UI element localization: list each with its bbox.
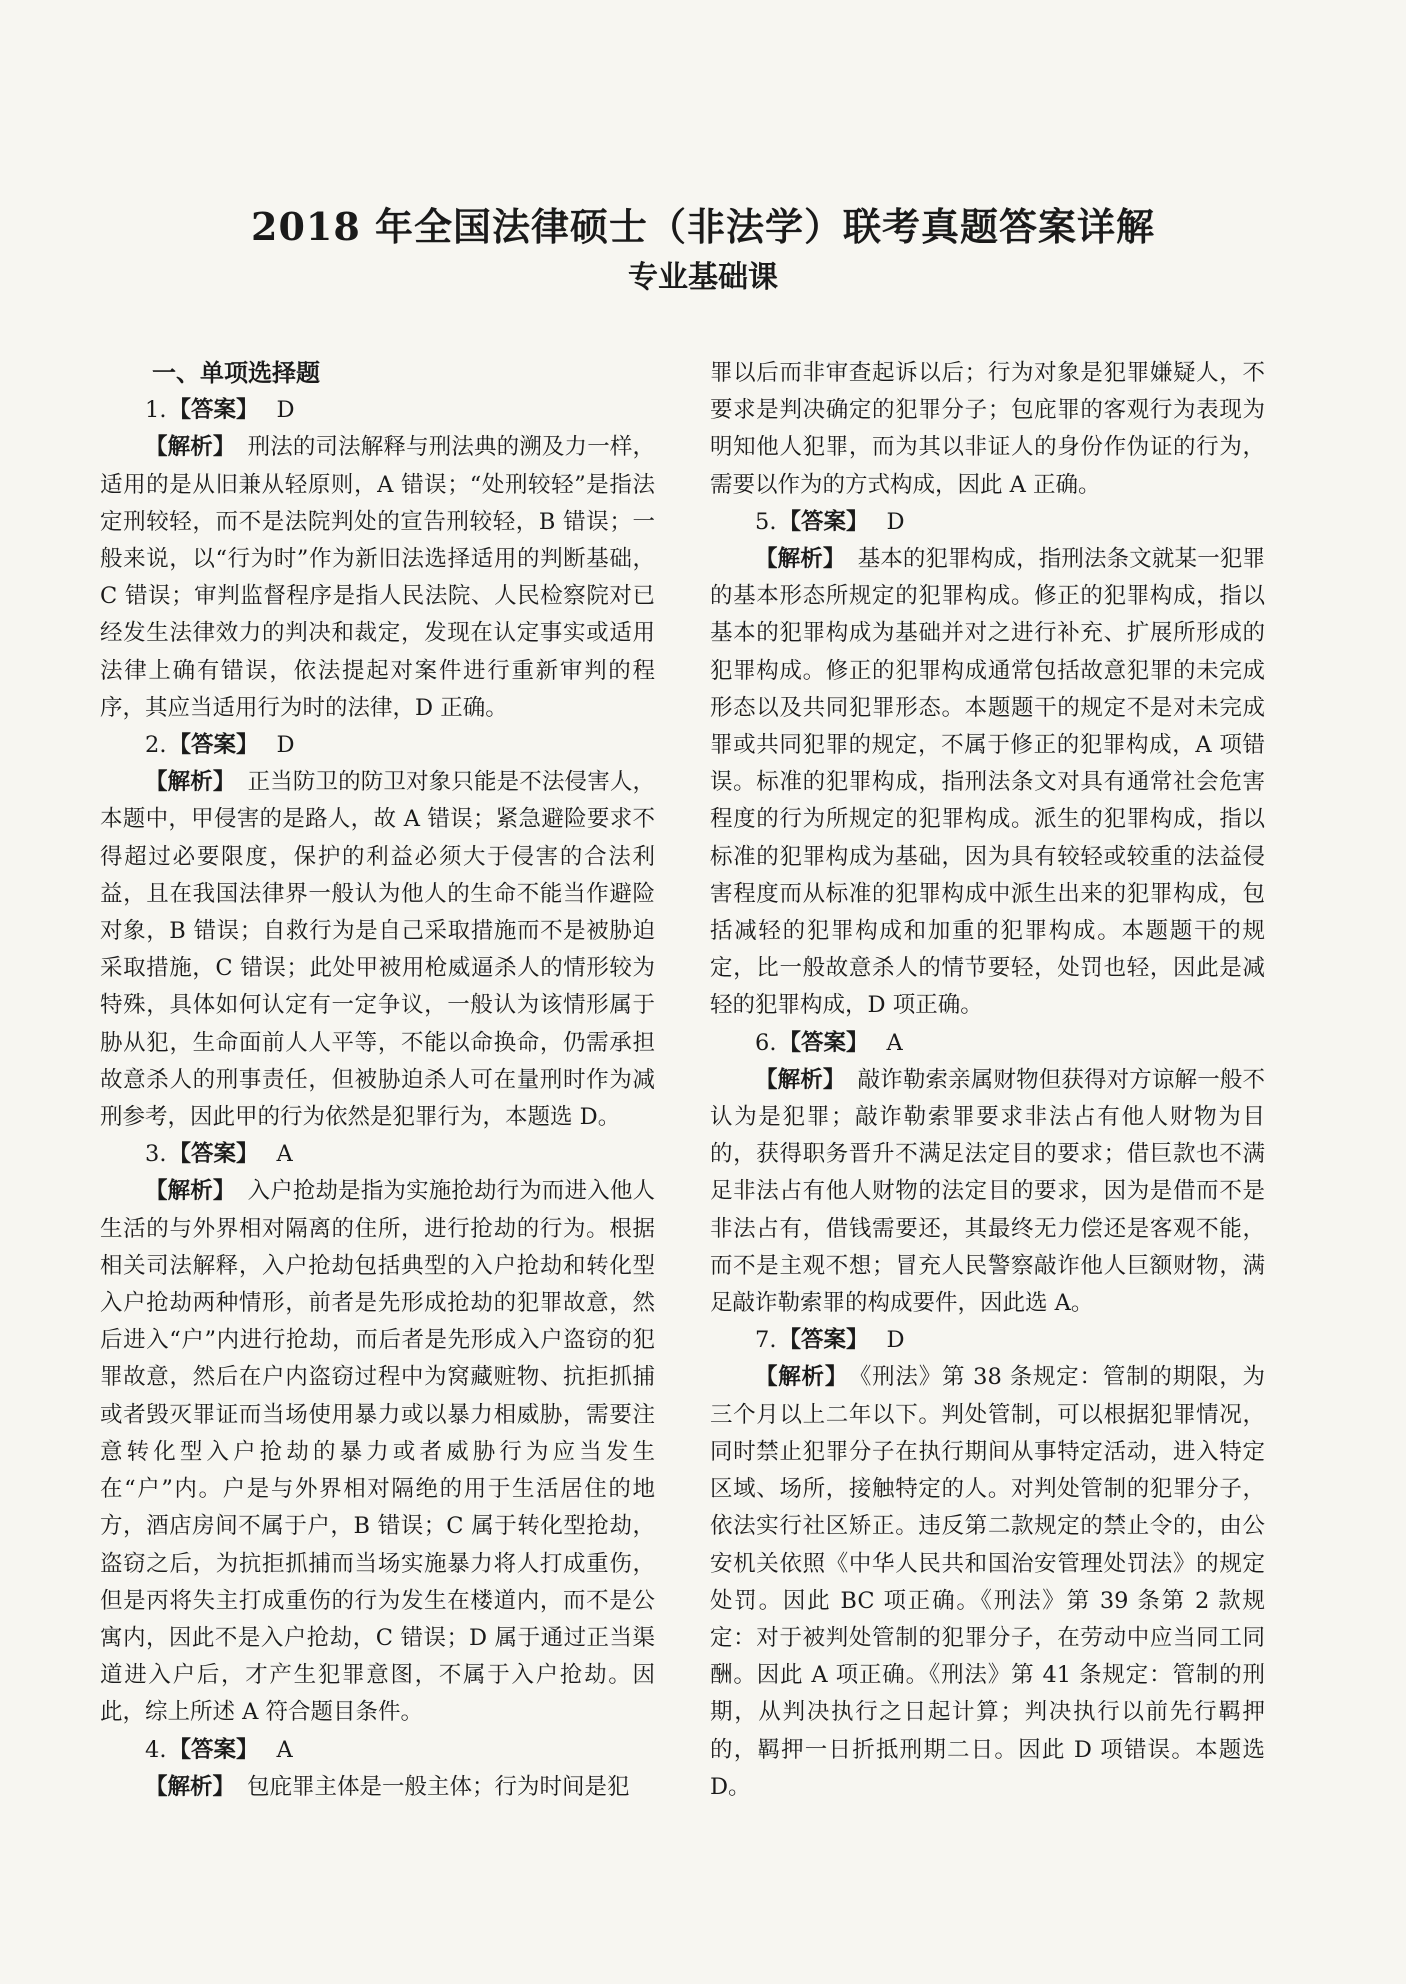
answer-label: 【答案】 (778, 508, 869, 535)
answer-label: 【答案】 (168, 1141, 259, 1168)
q3-analysis-para (100, 1173, 655, 1731)
analysis-label: 【解析】 (755, 1364, 849, 1391)
answer-label: 【答案】 (778, 1327, 869, 1354)
q4-analysis-start: 包庇罪主体是一般主体；行为时间是犯 (247, 1773, 630, 1800)
answer-label: 【答案】 (168, 732, 259, 759)
analysis-label: 【解析】 (145, 769, 236, 796)
q1-answer-line (100, 392, 655, 429)
q2-answer: D (276, 732, 295, 759)
q3-answer-line (100, 1136, 655, 1173)
q2-number: 2. (145, 732, 167, 759)
q4-analysis-continued: 罪以后而非审查起诉以后；行为对象是犯罪嫌疑人，不要求是判决确定的犯罪分子；包庇罪的客观行为表现为明知他人犯罪，而为其以非证人的身份作伪证的行为，需要以作为的方式构成，因此 A 正确。 (710, 360, 1265, 498)
q6-answer-line (710, 1025, 1265, 1062)
q6-analysis: 敲诈勒索亲属财物但获得对方谅解一般不认为是犯罪；敲诈勒索罪要求非法占有他人财物为目的，获得职务晋升不满足法定目的要求；借巨款也不满足非法占有他人财物的法定目的要求，因为是借而不是非法占有，借钱需要还，其最终无力偿还是客观不能，而不是主观不想；冒充人民警察敲诈他人巨额财物，满足敲诈勒索罪的构成要件，因此选 A。 (710, 1066, 1265, 1317)
q3-analysis: 入户抢劫是指为实施抢劫行为而进入他人生活的与外界相对隔离的住所，进行抢劫的行为。根据相关司法解释，入户抢劫包括典型的入户抢劫和转化型入户抢劫两种情形，前者是先形成抢劫的犯罪故意，然后进入“户”内进行抢劫，而后者是先形成入户盗窃的犯罪故意，然后在户内盗窃过程中为窝藏赃物、抗拒抓捕或者毁灭罪证而当场使用暴力或以暴力相威胁，需要注意转化型入户抢劫的暴力或者威胁行为应当发生在“户”内。户是与外界相对隔绝的用于生活居住的地方，酒店房间不属于户，B 错误；C 属于转化型抢劫，盗窃之后，为抗拒抓捕而当场实施暴力将人打成重伤，但是丙将失主打成重伤的行为发生在楼道内，而不是公寓内，因此不是入户抢劫，C 错误；D 属于通过正当渠道进入户后，才产生犯罪意图，不属于入户抢劫。因此，综上所述 A 符合题目条件。 (100, 1178, 655, 1726)
q5-answer: D (886, 508, 905, 535)
q3-answer: A (276, 1141, 293, 1168)
q5-analysis-para (710, 541, 1265, 1025)
q1-answer: D (276, 397, 295, 424)
analysis-label: 【解析】 (755, 1066, 846, 1093)
q6-answer: A (886, 1029, 903, 1056)
q5-number: 5. (755, 508, 777, 535)
q5-analysis: 基本的犯罪构成，指刑法条文就某一犯罪的基本形态所规定的犯罪构成。修正的犯罪构成，指以基本的犯罪构成为基础并对之进行补充、扩展所形成的犯罪构成。修正的犯罪构成通常包括故意犯罪的未完成形态以及共同犯罪形态。本题题干的规定不是对未完成罪或共同犯罪的规定，不属于修正的犯罪构成，A 项错误。标准的犯罪构成，指刑法条文对具有通常社会危害程度的行为所规定的犯罪构成。派生的犯罪构成，指以标准的犯罪构成为基础，因为具有较轻或较重的法益侵害程度而从标准的犯罪构成中派生出来的犯罪构成，包括减轻的犯罪构成和加重的犯罪构成。本题题干的规定，比一般故意杀人的情节要轻，处罚也轻，因此是减轻的犯罪构成，D 项正确。 (710, 546, 1265, 1019)
answer-label: 【答案】 (778, 1029, 869, 1056)
q2-analysis: 正当防卫的防卫对象只能是不法侵害人，本题中，甲侵害的是路人，故 A 错误；紧急避险要求不得超过必要限度，保护的利益必须大于侵害的合法利益，且在我国法律界一般认为他人的生命不能当作避险对象，B 错误；自救行为是自己采取措施而不是被胁迫采取措施，C 错误；此处甲被用枪威逼杀人的情形较为特殊，具体如何认定有一定争议，一般认为该情形属于胁从犯，生命面前人人平等，不能以命换命，仍需承担故意杀人的刑事责任，但被胁迫杀人可在量刑时作为减刑参考，因此甲的行为依然是犯罪行为，本题选 D。 (100, 769, 655, 1131)
q7-answer-line (710, 1322, 1265, 1359)
q4-answer: A (276, 1736, 293, 1763)
q1-analysis: 刑法的司法解释与刑法典的溯及力一样，适用的是从旧兼从轻原则，A 错误；“处刑较轻”是指法定刑较轻，而不是法院判处的宣告刑较轻，B 错误；一般来说，以“行为时”作为新旧法选择适用的判断基础，C 错误；审判监督程序是指人民法院、人民检察院对已经发生法律效力的判决和裁定，发现在认定事实或适用法律上确有错误，依法提起对案件进行重新审判的程序，其应当适用行为时的法律，D 正确。 (100, 434, 655, 721)
page-title: 2018 年全国法律硕士（非法学）联考真题答案详解 (251, 204, 1155, 249)
q1-analysis-para (100, 429, 655, 727)
section-heading: 一、单项选择题 (152, 359, 320, 387)
q3-number: 3. (145, 1141, 167, 1168)
q7-answer: D (886, 1327, 905, 1354)
q2-analysis-para (100, 764, 655, 1136)
q6-analysis-para (710, 1062, 1265, 1322)
right-column (710, 355, 1265, 1806)
analysis-label: 【解析】 (145, 1773, 236, 1800)
q7-number: 7. (755, 1327, 777, 1354)
analysis-label: 【解析】 (755, 546, 846, 573)
analysis-label: 【解析】 (145, 434, 236, 461)
q4-answer-line (100, 1732, 655, 1769)
q2-answer-line (100, 727, 655, 764)
q7-analysis-para (710, 1359, 1265, 1805)
q4-number: 4. (145, 1736, 167, 1763)
answer-label: 【答案】 (168, 397, 259, 424)
analysis-label: 【解析】 (145, 1178, 236, 1205)
left-column (100, 355, 655, 1806)
q5-answer-line (710, 504, 1265, 541)
q7-analysis: 《刑法》第 38 条规定：管制的期限，为三个月以上二年以下。判处管制，可以根据犯罪情况，同时禁止犯罪分子在执行期间从事特定活动，进入特定区域、场所，接触特定的人。对判处管制的犯罪分子，依法实行社区矫正。违反第二款规定的禁止令的，由公安机关依照《中华人民共和国治安管理处罚法》的规定处罚。因此 BC 项正确。《刑法》第 39 条第 2 款规定：对于被判处管制的犯罪分子，在劳动中应当同工同酬。因此 A 项正确。《刑法》第 41 条规定：管制的刑期，从判决执行之日起计算；判决执行以前先行羁押的，羁押一日折抵刑期二日。因此 D 项错误。本题选 D。 (710, 1364, 1265, 1800)
q1-number: 1. (145, 397, 167, 424)
q6-number: 6. (755, 1029, 777, 1056)
q4-analysis-para (100, 1769, 655, 1806)
answer-label: 【答案】 (168, 1736, 259, 1763)
page-subtitle: 专业基础课 (628, 260, 778, 295)
